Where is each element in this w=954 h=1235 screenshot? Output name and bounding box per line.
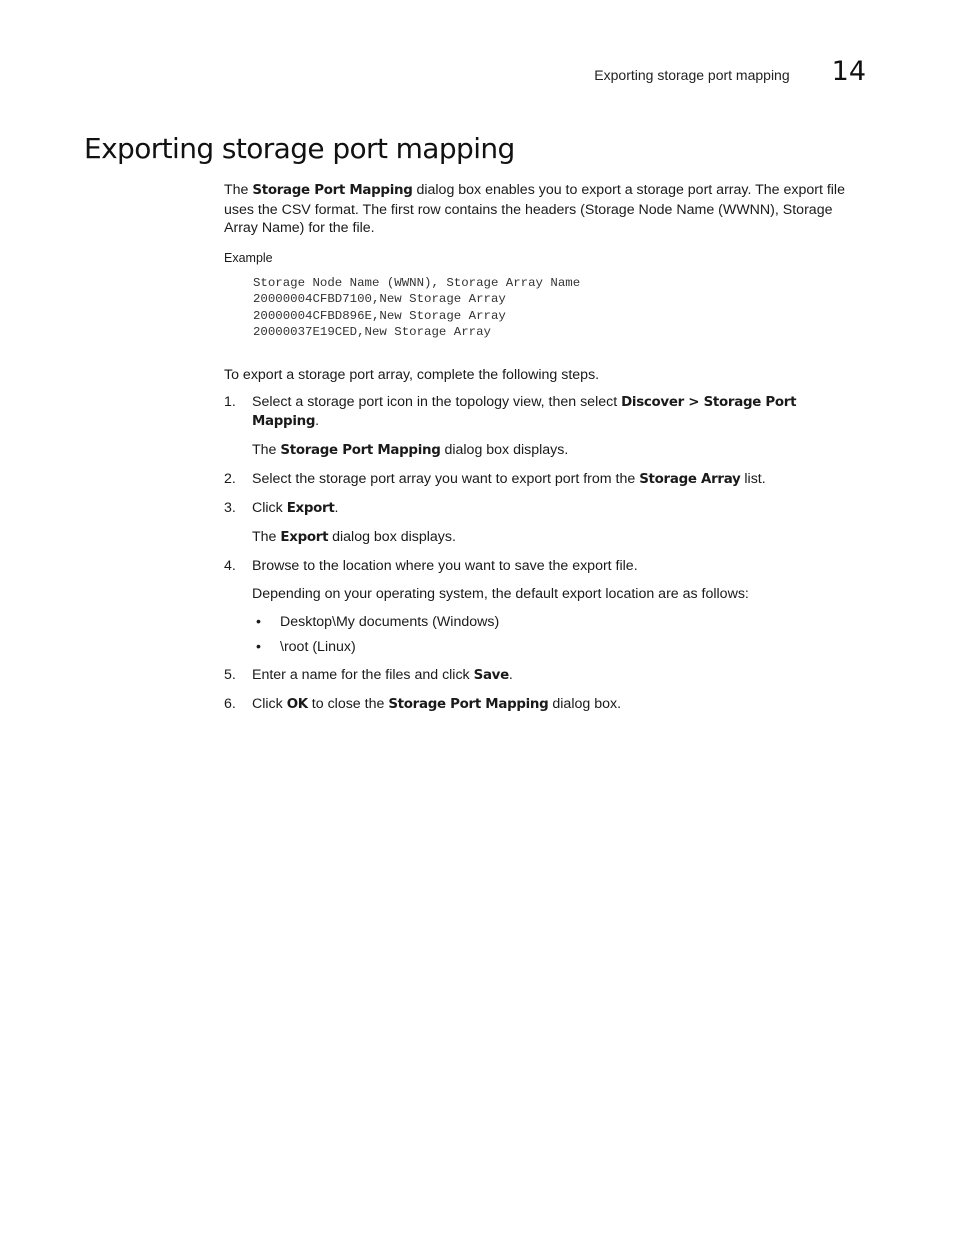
intro-ui-term: Storage Port Mapping [252,183,413,198]
bullet-text: Desktop\My documents (Windows) [280,614,500,631]
step-number: 2. [224,471,236,488]
code-line: 20000004CFBD7100,New Storage Array [253,292,506,307]
ui-term: Export [280,530,329,546]
step-text [252,393,864,432]
step-note [252,441,864,461]
step-text-part: dialog box. [548,696,622,713]
step-number: 1. [224,393,236,410]
step-item [224,557,864,657]
step-item [224,393,864,461]
intro-text: The [224,182,253,198]
step-text [252,666,864,686]
ui-term: Save [473,668,509,684]
step-number: 6. [224,696,236,713]
step-text-part: Select the storage port array you want to export port from the [252,471,640,488]
ui-term: Storage Array [639,472,741,488]
step-text-part: Browse to the location where you want to save the export file. [252,558,638,575]
step-text [252,695,864,715]
code-line: 20000004CFBD896E,New Storage Array [253,308,506,323]
example-label: Example [224,250,273,265]
step-text-part: list. [740,471,766,488]
intro-paragraph [224,181,864,238]
running-header-title: Exporting storage port mapping [594,67,790,83]
ui-term: OK [286,697,308,713]
code-example [253,275,864,340]
step-text-part: Enter a name for the files and click [252,667,474,684]
step-item [224,695,864,715]
step-text-part: . [334,500,339,517]
step-text-part: to close the [307,696,389,713]
steps-lead-in: To export a storage port array, complete the following steps. [224,367,600,384]
step-text [252,557,864,576]
intro-text: dialog box enables you to export a storage port array. The export file uses the CSV format. The first row contains the headers (Storage Node Name (WWNN), Storage Array Name) for the file. [224,182,845,236]
step-text [252,470,864,490]
step-number: 3. [224,500,236,517]
step-number: 4. [224,558,236,575]
step-note-part: dialog box displays. [328,529,456,546]
running-header [594,56,866,87]
ui-term: Discover > Storage Port Mapping [252,394,797,430]
chapter-number: 14 [831,56,866,87]
bullet-icon: • [256,639,261,656]
step-text-part: . [315,413,320,430]
page-content [224,181,864,724]
ui-term: Storage Port Mapping [388,697,549,713]
step-note-part: dialog box displays. [440,442,569,459]
step-note [252,528,864,548]
step-text [252,499,864,519]
ui-term: Export [286,501,335,517]
code-line: Storage Node Name (WWNN), Storage Array Name [253,276,581,290]
step-text-part: Select a storage port icon in the topology view, then select [252,393,622,410]
step-item [224,470,864,490]
step-text-part: Click [252,500,287,517]
bullet-text: \root (Linux) [280,639,356,656]
page-title: Exporting storage port mapping [84,132,515,165]
bullet-item [252,613,864,632]
step-item [224,499,864,548]
ui-term: Storage Port Mapping [280,443,441,459]
step-item [224,666,864,686]
step-note-part: The [252,442,281,459]
step-number: 5. [224,667,236,684]
step-note: Depending on your operating system, the default export location are as follows: [252,586,749,603]
bullet-list [252,613,864,657]
bullet-item [252,638,864,657]
step-text-part: . [508,667,513,684]
steps-list [224,393,864,715]
step-note-part: The [252,529,281,546]
step-text-part: Click [252,696,287,713]
bullet-icon: • [256,614,261,631]
code-line: 20000037E19CED,New Storage Array [253,324,491,339]
